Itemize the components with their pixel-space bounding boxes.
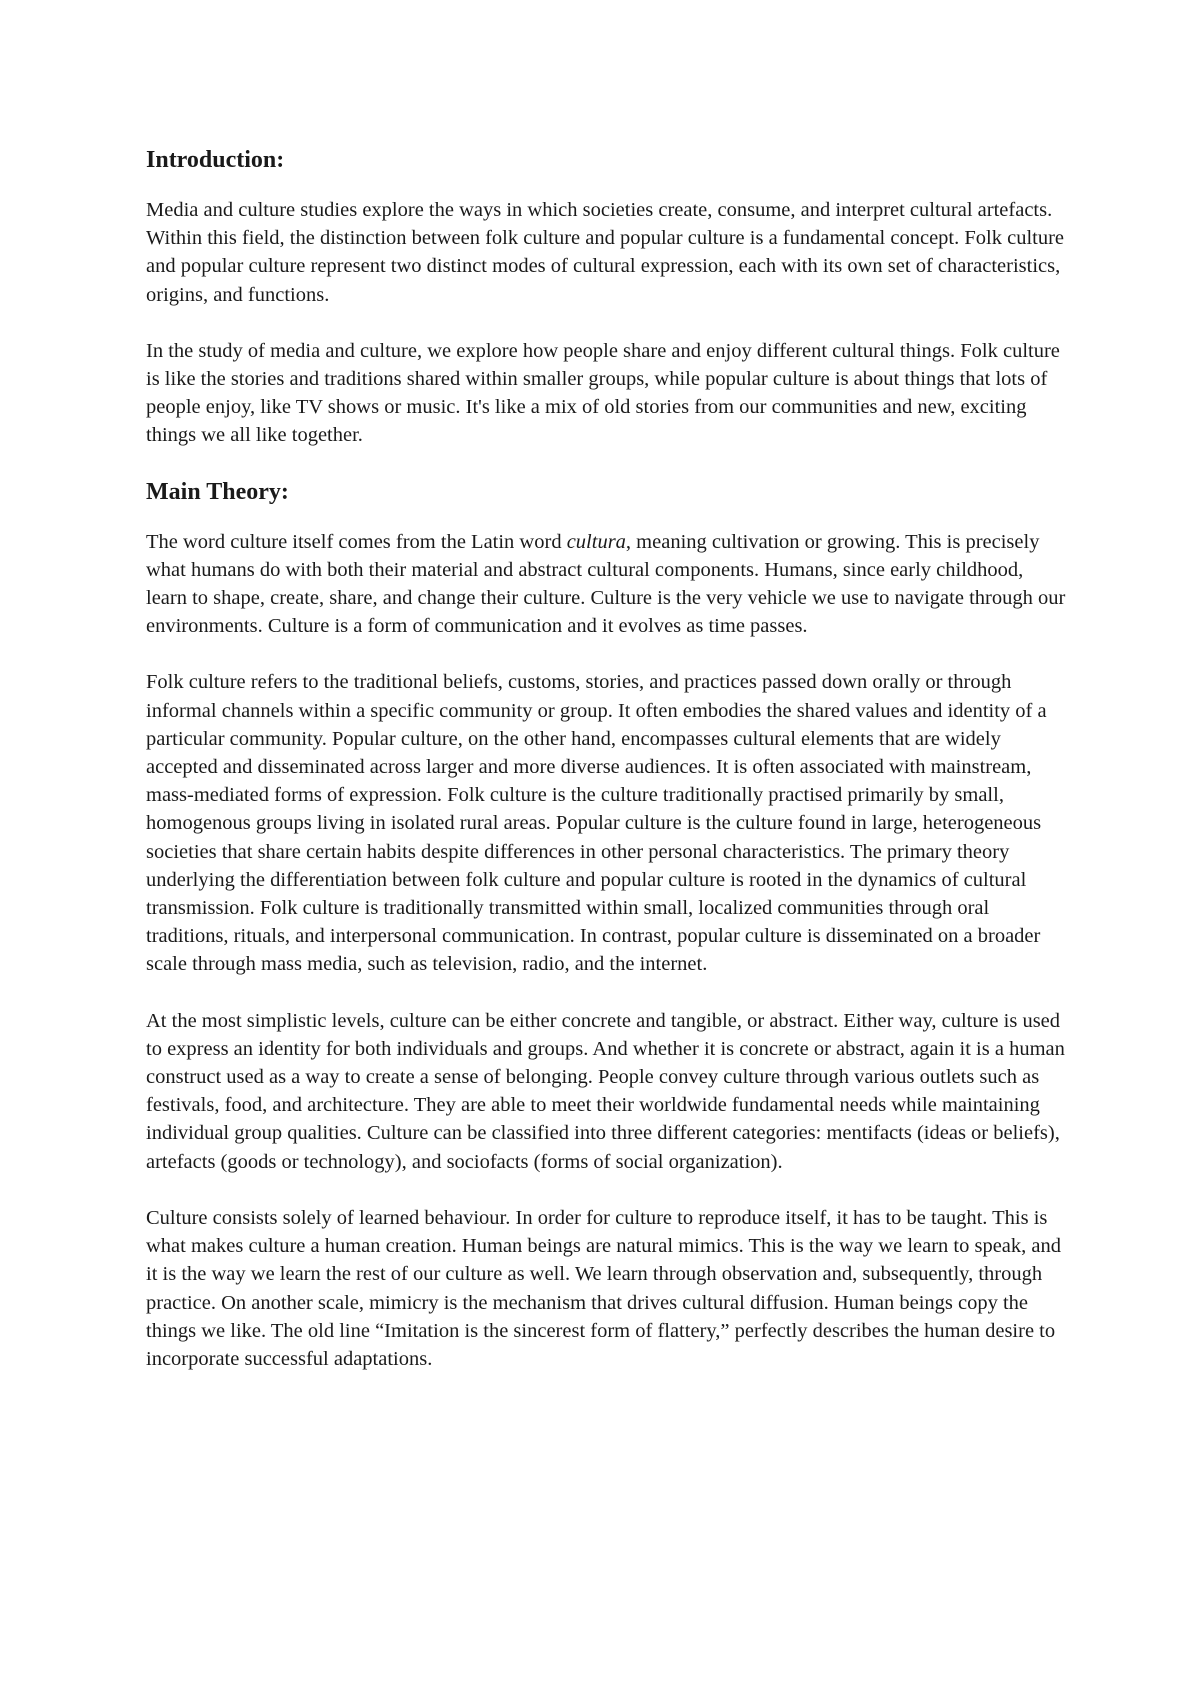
theory-p1-text-b: , meaning cultivation or growing. This is precisely what humans do with both their material and abstract cultural components. Humans, since early childhood, learn to shape, create, share, and change their culture. Culture is the very vehicle we use to navigate through our environments. Culture is a form of communication and it evolves as time passes.: [146, 530, 1066, 638]
theory-p1-italic-term: cultura: [566, 530, 626, 553]
document-page: [146, 146, 1066, 1401]
theory-paragraph-4: Culture consists solely of learned behaviour. In order for culture to reproduce itself, it has to be taught. This is what makes culture a human creation. Human beings are natural mimics. This is the way we learn to speak, and it is the way we learn the rest of our culture as well. We learn through observation and, subsequently, through practice. On another scale, mimicry is the mechanism that drives cultural diffusion. Human beings copy the things we like. The old line “Imitation is the sincerest form of flattery,” perfectly describes the human desire to incorporate successful adaptations.: [146, 1206, 1062, 1370]
main-theory-heading: Main Theory:: [146, 478, 289, 505]
introduction-heading: Introduction:: [146, 147, 285, 173]
intro-paragraph-1: Media and culture studies explore the ways in which societies create, consume, and interpret cultural artefacts. Within this field, the distinction between folk culture and popular culture is a fundamental concept. Folk culture and popular culture represent two distinct modes of cultural expression, each with its own set of characteristics, origins, and functions.: [146, 199, 1065, 306]
theory-paragraph-2: Folk culture refers to the traditional beliefs, customs, stories, and practices passed down orally or through informal channels within a specific community or group. It often embodies the shared values and identity of a particular community. Popular culture, on the other hand, encompasses cultural elements that are widely accepted and disseminated across larger and more diverse audiences. It is often associated with mainstream, mass-mediated forms of expression. Folk culture is the culture traditionally practised primarily by small, homogenous groups living in isolated rural areas. Popular culture is the culture found in large, heterogeneous societies that share certain habits despite differences in other personal characteristics. The primary theory underlying the differentiation between folk culture and popular culture is rooted in the dynamics of cultural transmission. Folk culture is traditionally transmitted within small, localized communities through oral traditions, rituals, and interpersonal communication. In contrast, popular culture is disseminated on a broader scale through mass media, such as television, radio, and the internet.: [146, 671, 1047, 976]
theory-p1-text-a: The word culture itself comes from the Latin word: [146, 530, 567, 553]
theory-paragraph-3: At the most simplistic levels, culture can be either concrete and tangible, or abstract. Either way, culture is used to express an identity for both individuals and groups. And whether it is concrete or abstract, again it is a human construct used as a way to create a sense of belonging. People convey culture through various outlets such as festivals, food, and architecture. They are able to meet their worldwide fundamental needs while maintaining individual group qualities. Culture can be classified into three different categories: mentifacts (ideas or beliefs), artefacts (goods or technology), and sociofacts (forms of social organization).: [146, 1009, 1065, 1173]
intro-paragraph-2: In the study of media and culture, we explore how people share and enjoy different cultural things. Folk culture is like the stories and traditions shared within smaller groups, while popular culture is about things that lots of people enjoy, like TV shows or music. It's like a mix of old stories from our communities and new, exciting things we all like together.: [146, 339, 1060, 447]
theory-paragraph-1: [146, 528, 1066, 641]
